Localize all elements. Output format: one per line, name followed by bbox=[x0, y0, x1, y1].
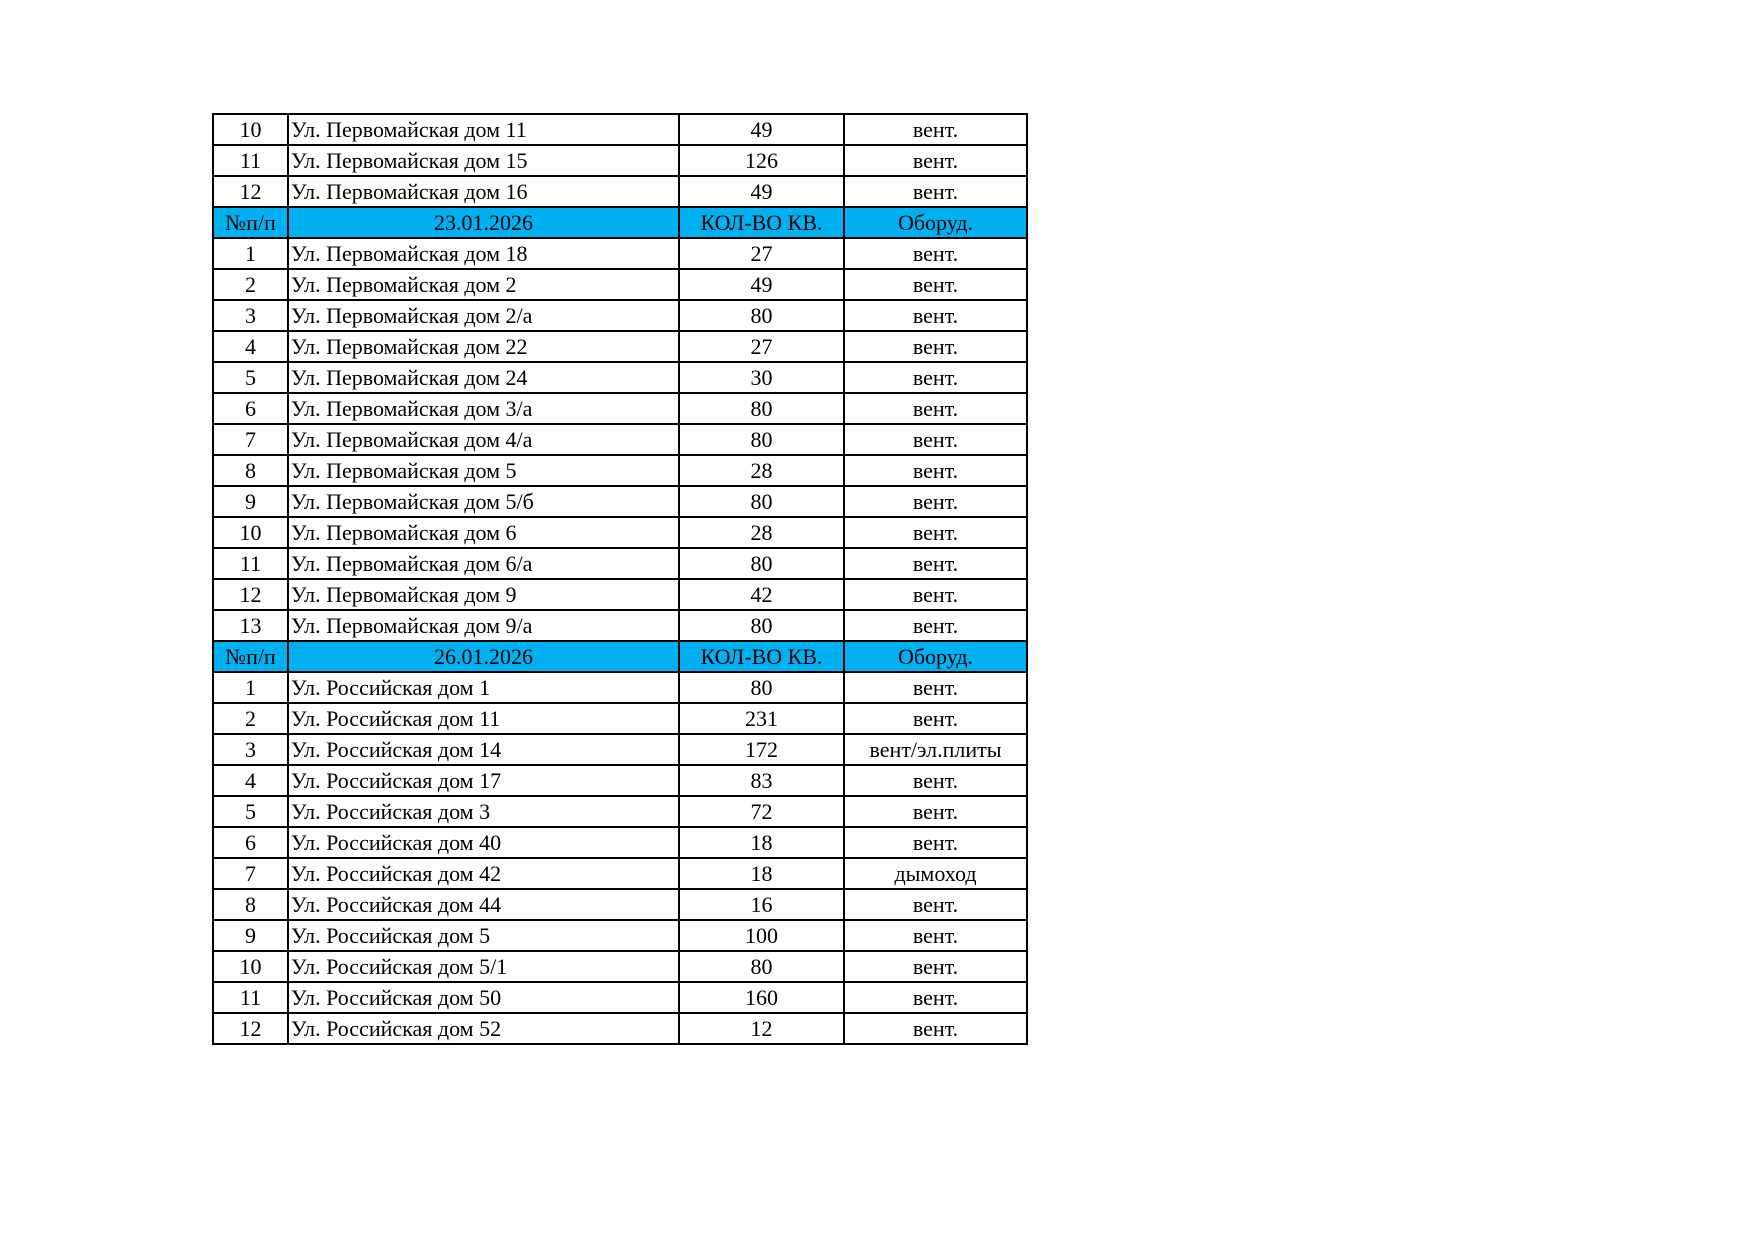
row-address: Ул. Первомайская дом 18 bbox=[288, 238, 679, 269]
date-header-row bbox=[213, 207, 1027, 238]
row-apartment-count: 80 bbox=[679, 548, 844, 579]
table-row bbox=[213, 703, 1027, 734]
row-equipment: вент. bbox=[844, 579, 1027, 610]
table-row bbox=[213, 982, 1027, 1013]
row-number: 6 bbox=[213, 393, 288, 424]
row-number: 10 bbox=[213, 517, 288, 548]
header-equipment-label: Оборуд. bbox=[844, 641, 1027, 672]
header-date: 23.01.2026 bbox=[288, 207, 679, 238]
row-number: 5 bbox=[213, 796, 288, 827]
row-address: Ул. Первомайская дом 11 bbox=[288, 114, 679, 145]
row-apartment-count: 80 bbox=[679, 951, 844, 982]
row-apartment-count: 16 bbox=[679, 889, 844, 920]
row-apartment-count: 28 bbox=[679, 517, 844, 548]
row-number: 2 bbox=[213, 269, 288, 300]
row-number: 3 bbox=[213, 734, 288, 765]
row-equipment: вент. bbox=[844, 920, 1027, 951]
row-apartment-count: 49 bbox=[679, 114, 844, 145]
row-number: 5 bbox=[213, 362, 288, 393]
row-apartment-count: 49 bbox=[679, 176, 844, 207]
row-number: 10 bbox=[213, 114, 288, 145]
row-equipment: вент. bbox=[844, 486, 1027, 517]
row-address: Ул. Российская дом 17 bbox=[288, 765, 679, 796]
table-row bbox=[213, 610, 1027, 641]
row-number: 7 bbox=[213, 858, 288, 889]
row-address: Ул. Первомайская дом 6 bbox=[288, 517, 679, 548]
row-address: Ул. Первомайская дом 2/а bbox=[288, 300, 679, 331]
row-equipment: вент. bbox=[844, 424, 1027, 455]
row-equipment: вент. bbox=[844, 393, 1027, 424]
row-equipment: вент/эл.плиты bbox=[844, 734, 1027, 765]
schedule-body bbox=[213, 114, 1027, 1044]
row-number: 4 bbox=[213, 331, 288, 362]
row-apartment-count: 30 bbox=[679, 362, 844, 393]
row-number: 11 bbox=[213, 145, 288, 176]
header-number-label: №п/п bbox=[213, 207, 288, 238]
row-number: 2 bbox=[213, 703, 288, 734]
table-row bbox=[213, 114, 1027, 145]
table-row bbox=[213, 300, 1027, 331]
table-row bbox=[213, 486, 1027, 517]
row-apartment-count: 27 bbox=[679, 238, 844, 269]
table-row bbox=[213, 238, 1027, 269]
row-address: Ул. Первомайская дом 4/а bbox=[288, 424, 679, 455]
row-equipment: вент. bbox=[844, 548, 1027, 579]
table-row bbox=[213, 796, 1027, 827]
row-apartment-count: 72 bbox=[679, 796, 844, 827]
row-number: 12 bbox=[213, 176, 288, 207]
row-equipment: вент. bbox=[844, 796, 1027, 827]
row-apartment-count: 18 bbox=[679, 858, 844, 889]
table-row bbox=[213, 734, 1027, 765]
row-apartment-count: 80 bbox=[679, 486, 844, 517]
row-apartment-count: 28 bbox=[679, 455, 844, 486]
table-row bbox=[213, 858, 1027, 889]
table-row bbox=[213, 362, 1027, 393]
row-apartment-count: 80 bbox=[679, 300, 844, 331]
row-address: Ул. Российская дом 50 bbox=[288, 982, 679, 1013]
row-address: Ул. Первомайская дом 3/а bbox=[288, 393, 679, 424]
row-apartment-count: 100 bbox=[679, 920, 844, 951]
header-date: 26.01.2026 bbox=[288, 641, 679, 672]
row-apartment-count: 49 bbox=[679, 269, 844, 300]
date-header-row bbox=[213, 641, 1027, 672]
row-address: Ул. Российская дом 1 bbox=[288, 672, 679, 703]
row-number: 9 bbox=[213, 486, 288, 517]
table-row bbox=[213, 579, 1027, 610]
row-number: 6 bbox=[213, 827, 288, 858]
row-number: 11 bbox=[213, 548, 288, 579]
row-equipment: вент. bbox=[844, 517, 1027, 548]
row-address: Ул. Первомайская дом 15 bbox=[288, 145, 679, 176]
row-apartment-count: 42 bbox=[679, 579, 844, 610]
row-number: 8 bbox=[213, 889, 288, 920]
row-equipment: вент. bbox=[844, 827, 1027, 858]
row-number: 9 bbox=[213, 920, 288, 951]
row-address: Ул. Российская дом 3 bbox=[288, 796, 679, 827]
row-apartment-count: 80 bbox=[679, 672, 844, 703]
row-number: 11 bbox=[213, 982, 288, 1013]
row-address: Ул. Российская дом 52 bbox=[288, 1013, 679, 1044]
row-apartment-count: 18 bbox=[679, 827, 844, 858]
row-number: 7 bbox=[213, 424, 288, 455]
table-row bbox=[213, 920, 1027, 951]
row-equipment: вент. bbox=[844, 1013, 1027, 1044]
header-count-label: КОЛ-ВО КВ. bbox=[679, 207, 844, 238]
row-equipment: вент. bbox=[844, 145, 1027, 176]
row-address: Ул. Первомайская дом 9/а bbox=[288, 610, 679, 641]
table-row bbox=[213, 1013, 1027, 1044]
row-address: Ул. Первомайская дом 22 bbox=[288, 331, 679, 362]
row-apartment-count: 231 bbox=[679, 703, 844, 734]
row-apartment-count: 27 bbox=[679, 331, 844, 362]
row-address: Ул. Первомайская дом 5 bbox=[288, 455, 679, 486]
table-row bbox=[213, 393, 1027, 424]
row-address: Ул. Российская дом 5 bbox=[288, 920, 679, 951]
row-equipment: вент. bbox=[844, 238, 1027, 269]
row-apartment-count: 12 bbox=[679, 1013, 844, 1044]
row-equipment: вент. bbox=[844, 703, 1027, 734]
table-row bbox=[213, 827, 1027, 858]
row-number: 10 bbox=[213, 951, 288, 982]
row-apartment-count: 80 bbox=[679, 393, 844, 424]
table-row bbox=[213, 517, 1027, 548]
row-apartment-count: 126 bbox=[679, 145, 844, 176]
row-address: Ул. Российская дом 5/1 bbox=[288, 951, 679, 982]
row-equipment: вент. bbox=[844, 610, 1027, 641]
row-equipment: вент. bbox=[844, 951, 1027, 982]
table-row bbox=[213, 269, 1027, 300]
row-address: Ул. Первомайская дом 6/а bbox=[288, 548, 679, 579]
schedule-table bbox=[212, 113, 1028, 1045]
row-number: 8 bbox=[213, 455, 288, 486]
row-address: Ул. Первомайская дом 9 bbox=[288, 579, 679, 610]
table-row bbox=[213, 548, 1027, 579]
row-number: 12 bbox=[213, 579, 288, 610]
row-apartment-count: 160 bbox=[679, 982, 844, 1013]
header-count-label: КОЛ-ВО КВ. bbox=[679, 641, 844, 672]
table-row bbox=[213, 176, 1027, 207]
row-number: 13 bbox=[213, 610, 288, 641]
row-equipment: вент. bbox=[844, 672, 1027, 703]
row-address: Ул. Российская дом 42 bbox=[288, 858, 679, 889]
row-equipment: вент. bbox=[844, 300, 1027, 331]
row-apartment-count: 83 bbox=[679, 765, 844, 796]
row-apartment-count: 80 bbox=[679, 610, 844, 641]
row-equipment: вент. bbox=[844, 331, 1027, 362]
table-row bbox=[213, 765, 1027, 796]
row-address: Ул. Первомайская дом 2 bbox=[288, 269, 679, 300]
row-number: 1 bbox=[213, 672, 288, 703]
table-row bbox=[213, 455, 1027, 486]
row-address: Ул. Российская дом 44 bbox=[288, 889, 679, 920]
table-row bbox=[213, 889, 1027, 920]
row-equipment: вент. bbox=[844, 982, 1027, 1013]
header-equipment-label: Оборуд. bbox=[844, 207, 1027, 238]
row-apartment-count: 172 bbox=[679, 734, 844, 765]
table-row bbox=[213, 331, 1027, 362]
table-row bbox=[213, 145, 1027, 176]
row-equipment: вент. bbox=[844, 765, 1027, 796]
row-number: 3 bbox=[213, 300, 288, 331]
table-row bbox=[213, 951, 1027, 982]
row-equipment: вент. bbox=[844, 176, 1027, 207]
row-equipment: вент. bbox=[844, 362, 1027, 393]
row-number: 4 bbox=[213, 765, 288, 796]
table-row bbox=[213, 424, 1027, 455]
table-row bbox=[213, 672, 1027, 703]
row-equipment: дымоход bbox=[844, 858, 1027, 889]
row-equipment: вент. bbox=[844, 114, 1027, 145]
row-apartment-count: 80 bbox=[679, 424, 844, 455]
row-address: Ул. Первомайская дом 16 bbox=[288, 176, 679, 207]
row-number: 1 bbox=[213, 238, 288, 269]
row-number: 12 bbox=[213, 1013, 288, 1044]
row-equipment: вент. bbox=[844, 889, 1027, 920]
row-address: Ул. Первомайская дом 24 bbox=[288, 362, 679, 393]
row-equipment: вент. bbox=[844, 269, 1027, 300]
row-address: Ул. Российская дом 40 bbox=[288, 827, 679, 858]
row-equipment: вент. bbox=[844, 455, 1027, 486]
row-address: Ул. Российская дом 11 bbox=[288, 703, 679, 734]
row-address: Ул. Первомайская дом 5/б bbox=[288, 486, 679, 517]
row-address: Ул. Российская дом 14 bbox=[288, 734, 679, 765]
header-number-label: №п/п bbox=[213, 641, 288, 672]
